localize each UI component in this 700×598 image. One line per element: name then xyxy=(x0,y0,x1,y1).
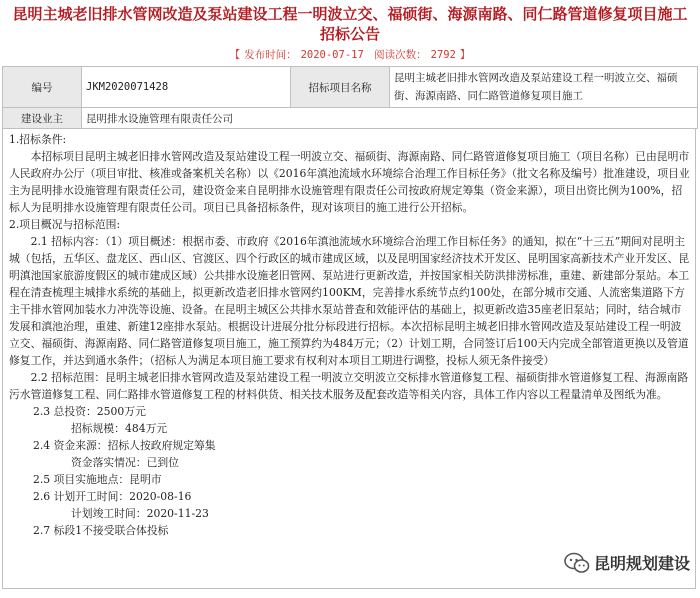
project-location: 2.5 项目实施地点：昆明市 xyxy=(33,473,162,486)
planned-end: 计划竣工时间：2020-11-23 xyxy=(71,507,209,520)
joint-bid-note: 2.7 标段1不接受联合体投标 xyxy=(33,524,169,537)
wechat-icon xyxy=(564,552,590,574)
announcement-body xyxy=(2,129,696,589)
views-count: 2792 xyxy=(430,49,456,61)
fund-status: 资金落实情况：已到位 xyxy=(71,456,179,469)
code-value: JKM2020071428 xyxy=(82,67,291,108)
section-2-heading: 2.项目概况与招标范围: xyxy=(9,218,121,231)
section-1-text: 本招标项目昆明主城老旧排水管网改造及泵站建设工程一明波立交、福硕街、海源南路、同仁路管道修复项目施工（项目名称）已由昆明市人民政府办公厅（项目审批、核准或备案机关名称）以《2016年滇池流域水环境综合治理工作目标任务》（批文名称及编号）批准建设，项目业主为昆明排水设施管理有限责任公司，建设资金来自昆明排水设施管理有限责任公司按政府规定筹集（资金来源），项目出资比例为100%，招标人为昆明排水设施管理有限责任公司。项目已具备招标条件，现对该项目的施工进行公开招标。 xyxy=(9,150,690,214)
owner-label: 建设业主 xyxy=(3,108,82,129)
publish-date: 2020-07-17 xyxy=(300,49,364,61)
project-name-value: 昆明主城老旧排水管网改造及泵站建设工程一明波立交、福硕街、海源南路、同仁路管道修复项目施工 xyxy=(390,67,698,108)
bid-scale: 招标规模：484万元 xyxy=(71,422,168,435)
project-name-label: 招标项目名称 xyxy=(291,67,390,108)
owner-value: 昆明排水设施管理有限责任公司 xyxy=(82,108,698,129)
section-2-2-text: 2.2 招标范围：昆明主城老旧排水管网改造及泵站建设工程一明波立交明波立交标排水管道修复工程、福硕街排水管道修复工程、海源南路污水管道修复工程、同仁路排水管道修复工程的材料供货、相关技术服务及配套改造等相关内容，具体工作内容以工程量清单及图纸为准。 xyxy=(9,371,689,401)
views-label: 阅读次数： xyxy=(374,49,427,61)
section-2-1-text: 2.1 招标内容：（1）项目概述：根据市委、市政府《2016年滇池流域水环境综合治理工作目标任务》的通知，拟在“十三五”期间对昆明主城（包括，五华区、盘龙区、西山区、官渡区、四个行政区的城市建成区域，以及昆明国家经济技术开发区、昆明国家高新技术产业开发区、昆明滇池国家旅游度假区的城市建成区域）公共排水设施老旧管网、泵站进行更新改造，并按国家相关防洪排涝标准，重建、新建部分泵站。本工程在清查梳理主城排水系统的基础上，拟更新改造老旧排水管网约100KM，完善排水系统节点约100处，在部分城市交通、人流密集道路下方主干排水管网加装水力冲洗等设施、设备。在昆明主城区公共排水泵站普查和效能评估的基础上，拟更新改造35座老旧泵站；同时，结合城市发展和滇池治理，重建、新建12座排水泵站。根据设计进展分批分标段进行招标。本次招标昆明主城老旧排水管网改造及泵站建设工程一明波立交、福硕街、海源南路、同仁路管道修复项目施工，施工预算约为484万元；（2）计划工期，合同签订后100天内完成全部管道更换以及管道修复工作，并达到通水条件；（招标人为满足本项目施工要求有权利对本项目工期进行调整，投标人须无条件接受） xyxy=(9,235,690,367)
section-1-heading: 1.招标条件: xyxy=(9,133,67,146)
project-info-table xyxy=(2,66,698,129)
planned-start: 2.6 计划开工时间：2020-08-16 xyxy=(33,490,192,503)
fund-source: 2.4 资金来源：招标人按政府规定筹集 xyxy=(33,439,216,452)
publish-label: 发布时间： xyxy=(244,49,297,61)
watermark-text: 昆明规划建设 xyxy=(593,554,690,573)
code-label: 编号 xyxy=(3,67,82,108)
wechat-watermark xyxy=(560,549,694,576)
publish-meta: 【 发布时间： 2020-07-17 阅读次数： 2792 】 xyxy=(229,49,471,61)
total-investment: 2.3 总投资：2500万元 xyxy=(33,405,146,418)
announcement-title: 昆明主城老旧排水管网改造及泵站建设工程一明波立交、福硕街、海源南路、同仁路管道修复项目施工招标公告 xyxy=(12,5,688,43)
